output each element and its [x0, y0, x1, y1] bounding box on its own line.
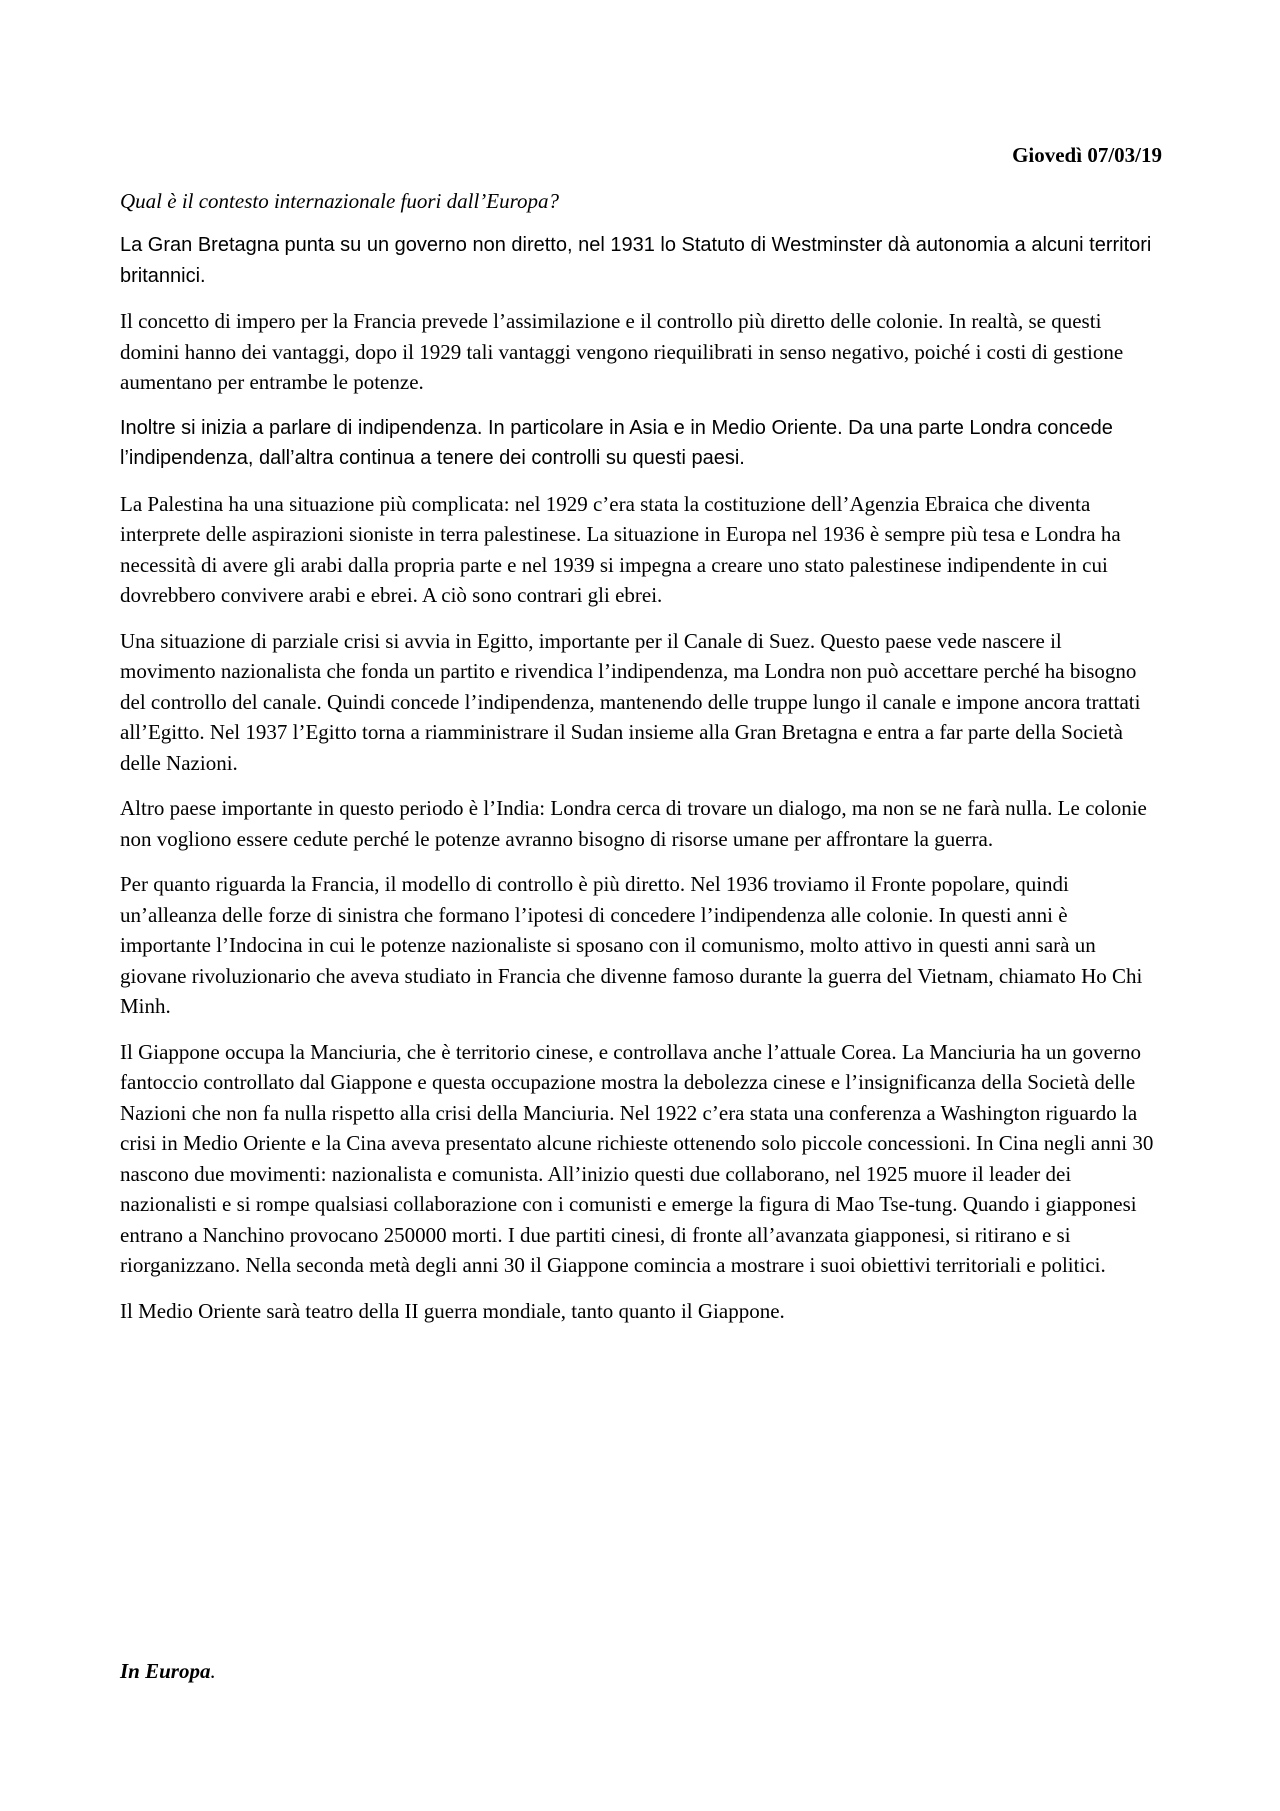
paragraph-francia-fronte-popolare: Per quanto riguarda la Francia, il modello di controllo è più diretto. Nel 1936 troviamo il Fronte popolare, quindi un’alleanza delle forze di sinistra che formano l’ipotesi di concedere l’indipendenza alle colonie. In questi anni è importante l’Indocina in cui le potenze nazionaliste si sposano con il comunismo, molto attivo in questi anni sarà un giovane rivoluzionario che aveva studiato in Francia che divenne famoso durante la guerra del Vietnam, chiamato Ho Chi Minh.	[120, 872, 1143, 1018]
section-heading-europa	[120, 1656, 216, 1686]
lecture-date: Giovedì 07/03/19	[1012, 143, 1162, 167]
section-heading-text: In Europa	[120, 1659, 211, 1683]
paragraph-gran-bretagna: La Gran Bretagna punta su un governo non diretto, nel 1931 lo Statuto di Westminster dà autonomia a alcuni territori britannici.	[120, 234, 1152, 287]
paragraph-indipendenza: Inoltre si inizia a parlare di indipendenza. In particolare in Asia e in Medio Oriente. Da una parte Londra concede l’indipendenza, dall’altra continua a tenere dei controlli su questi paesi.	[120, 416, 1113, 469]
section-heading-punctuation: .	[210, 1659, 216, 1683]
paragraph-medio-oriente: Il Medio Oriente sarà teatro della II guerra mondiale, tanto quanto il Giappone.	[120, 1298, 785, 1323]
section-question: Qual è il contesto internazionale fuori dall’Europa?	[120, 189, 560, 213]
paragraph-giappone: Il Giappone occupa la Manciuria, che è territorio cinese, e controllava anche l’attuale Corea. La Manciuria ha un governo fantoccio controllato dal Giappone e questa occupazione mostra la debolezza cinese e l’insignificanza della Società delle Nazioni che non fa nulla rispetto alla crisi della Manciuria. Nel 1922 c’era stata una conferenza a Washington riguardo la crisi in Medio Oriente e la Cina aveva presentato alcune richieste ottenendo solo piccole concessioni. In Cina negli anni 30 nascono due movimenti: nazionalista e comunista. All’inizio questi due collaborano, nel 1925 muore il leader dei nazionalisti e si rompe qualsiasi collaborazione con i comunisti e emerge la figura di Mao Tse-tung. Quando i giapponesi entrano a Nanchino provocano 250000 morti. I due partiti cinesi, di fronte all’avanzata giapponesi, si ritirano e si riorganizzano. Nella seconda metà degli anni 30 il Giappone comincia a mostrare i suoi obiettivi territoriali e politici.	[120, 1039, 1154, 1277]
paragraph-india: Altro paese importante in questo periodo è l’India: Londra cerca di trovare un dialogo, ma non se ne farà nulla. Le colonie non vogliono essere cedute perché le potenze avranno bisogno di risorse umane per affrontare la guerra.	[120, 796, 1147, 851]
document-body	[120, 140, 1162, 1341]
paragraph-palestina: La Palestina ha una situazione più complicata: nel 1929 c’era stata la costituzione dell’Agenzia Ebraica che diventa interprete delle aspirazioni sioniste in terra palestinese. La situazione in Europa nel 1936 è sempre più tesa e Londra ha necessità di avere gli arabi dalla propria parte e nel 1939 si impegna a creare uno stato palestinese indipendente in cui dovrebbero convivere arabi e ebrei. A ciò sono contrari gli ebrei.	[120, 491, 1121, 607]
paragraph-egitto: Una situazione di parziale crisi si avvia in Egitto, importante per il Canale di Suez. Questo paese vede nascere il movimento nazionalista che fonda un partito e rivendica l’indipendenza, ma Londra non può accettare perché ha bisogno del controllo del canale. Quindi concede l’indipendenza, mantenendo delle truppe lungo il canale e impone ancora trattati all’Egitto. Nel 1937 l’Egitto torna a riamministrare il Sudan insieme alla Gran Bretagna e entra a far parte della Società delle Nazioni.	[120, 628, 1141, 775]
paragraph-francia-impero: Il concetto di impero per la Francia prevede l’assimilazione e il controllo più diretto delle colonie. In realtà, se questi domini hanno dei vantaggi, dopo il 1929 tali vantaggi vengono riequilibrati in senso negativo, poiché i costi di gestione aumentano per entrambe le potenze.	[120, 309, 1124, 394]
